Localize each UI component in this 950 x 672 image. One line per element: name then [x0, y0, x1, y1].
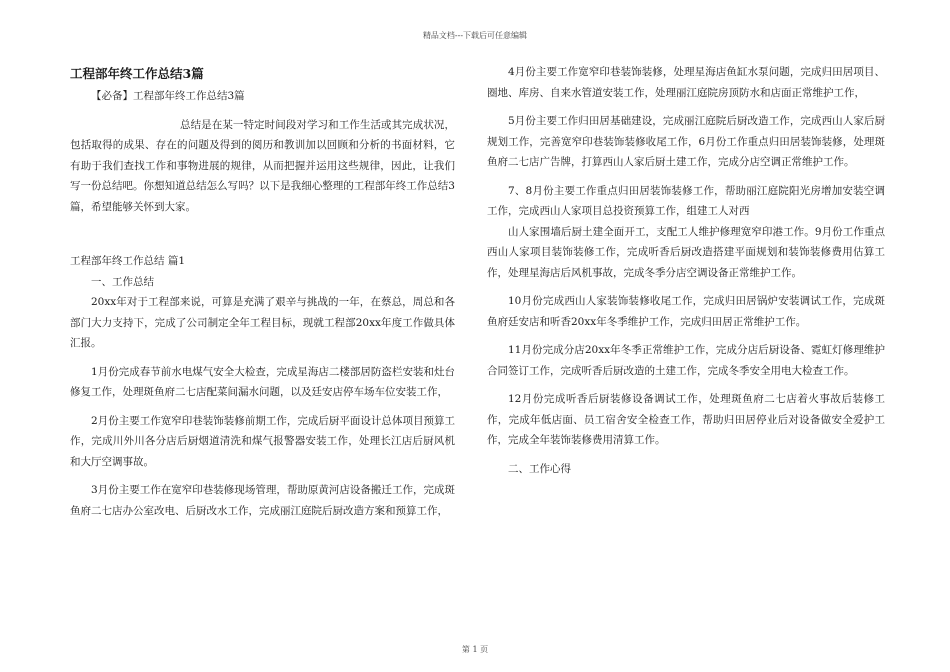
heading-work-summary: 一、工作总结 [91, 275, 154, 288]
paragraph: 12月份完成听香后厨装修设备调试工作，处理斑鱼府二七店着火事故后装修工作，完成年低店面、员工宿舍安全检查工作，帮助归田居停业后对设备做安全爱护工作，完成全年装饰装修费用清算工作。 [487, 393, 885, 446]
paragraph: 10月份完成西山人家装饰装修收尾工作，完成归田居锅炉安装调试工作，完成斑鱼府廷安店和听香20xx年冬季维护工作，完成归田居正常维护工作。 [487, 295, 885, 328]
right-column [487, 62, 885, 479]
paragraph: 7、8月份主要工作重点归田居装饰装修工作，帮助丽江庭院阳光房增加安装空调工作，完成西山人家项目总投资预算工作，组建工人对西 [487, 184, 885, 217]
heading-work-insights: 二、工作心得 [508, 462, 571, 475]
paragraph: 4月份主要工作宽窄印巷装饰装修，处理星海店鱼缸水泵问题，完成归田居项目、圈地、库房、自来水管道安装工作，处理丽江庭院房顶防水和店面正常维护工作， [487, 66, 885, 99]
paragraph: 3月份主要工作在宽窄印巷装修现场管理，帮助原黄河店设备搬迁工作，完成斑鱼府二七店办公室改电、后厨改水工作，完成丽江庭院后厨改造方案和预算工作， [70, 484, 455, 517]
document-subtitle: 【必备】工程部年终工作总结3篇 [91, 90, 245, 102]
paragraph: 11月份完成分店20xx年冬季正常维护工作，完成分店后厨设备、霓虹灯修理维护合同签订工作，完成听香后厨改造的土建工作，完成冬季安全用电大检查工作。 [487, 344, 885, 377]
left-column [70, 62, 455, 521]
paragraph: 2月份主要工作宽窄印巷装饰装修前期工作，完成后厨平面设计总体项目预算工作，完成川外川各分店后厨烟道清洗和煤气报警器安装工作，处理长江店后厨风机和大厅空调事故。 [70, 414, 455, 468]
paragraph: 山人家围墙后厨土建全面开工，支配工人维护修理宽窄印港工作。9月份工作重点西山人家项目装饰装修工作，完成听香后厨改造搭建平面规划和装饰装修费用估算工作，处理星海店后风机事故，完成冬季分店空调设备正常维护工作。 [487, 225, 885, 279]
paragraph: 5月份主要工作归田居基础建设，完成丽江庭院后厨改造工作，完成西山人家后厨规划工作，完善宽窄印巷装饰装修收尾工作，6月份工作重点归田居装饰装修，处理斑鱼府二七店广告牌，打算西山人家后厨土建工作，完成分店空调正常维护工作。 [487, 115, 885, 168]
intro-paragraph: 总结是在某一特定时间段对学习和工作生活或其完成状况，包括取得的成果、存在的问题及得到的阅历和教训加以回顾和分析的书面材料，它有助于我们查找工作和事物进展的规律，从而把握并运用这些规律，因此，让我们写一份总结吧。你想知道总结怎么写吗？以下是我细心整理的工程部年终工作总结3篇，希望能够关怀到大家。 [70, 118, 455, 213]
paragraph: 1月份完成春节前水电煤气安全大检查，完成星海店二楼部居防盗栏安装和灶台修复工作，处理斑鱼府二七店配菜间漏水问题，以及廷安店停车场车位安装工作， [70, 365, 455, 398]
section-title: 工程部年终工作总结 篇1 [70, 255, 186, 267]
paragraph: 20xx年对于工程部来说，可算是充满了艰辛与挑战的一年，在蔡总，周总和各部门大力支持下，完成了公司制定全年工程目标，现就工程部20xx年度工作做具体汇报。 [70, 296, 455, 349]
page-number: 第 1 页 [461, 645, 489, 654]
document-title: 工程部年终工作总结3篇 [70, 66, 204, 81]
page-header: 精品文档---下载后可任意编辑 [422, 31, 528, 40]
